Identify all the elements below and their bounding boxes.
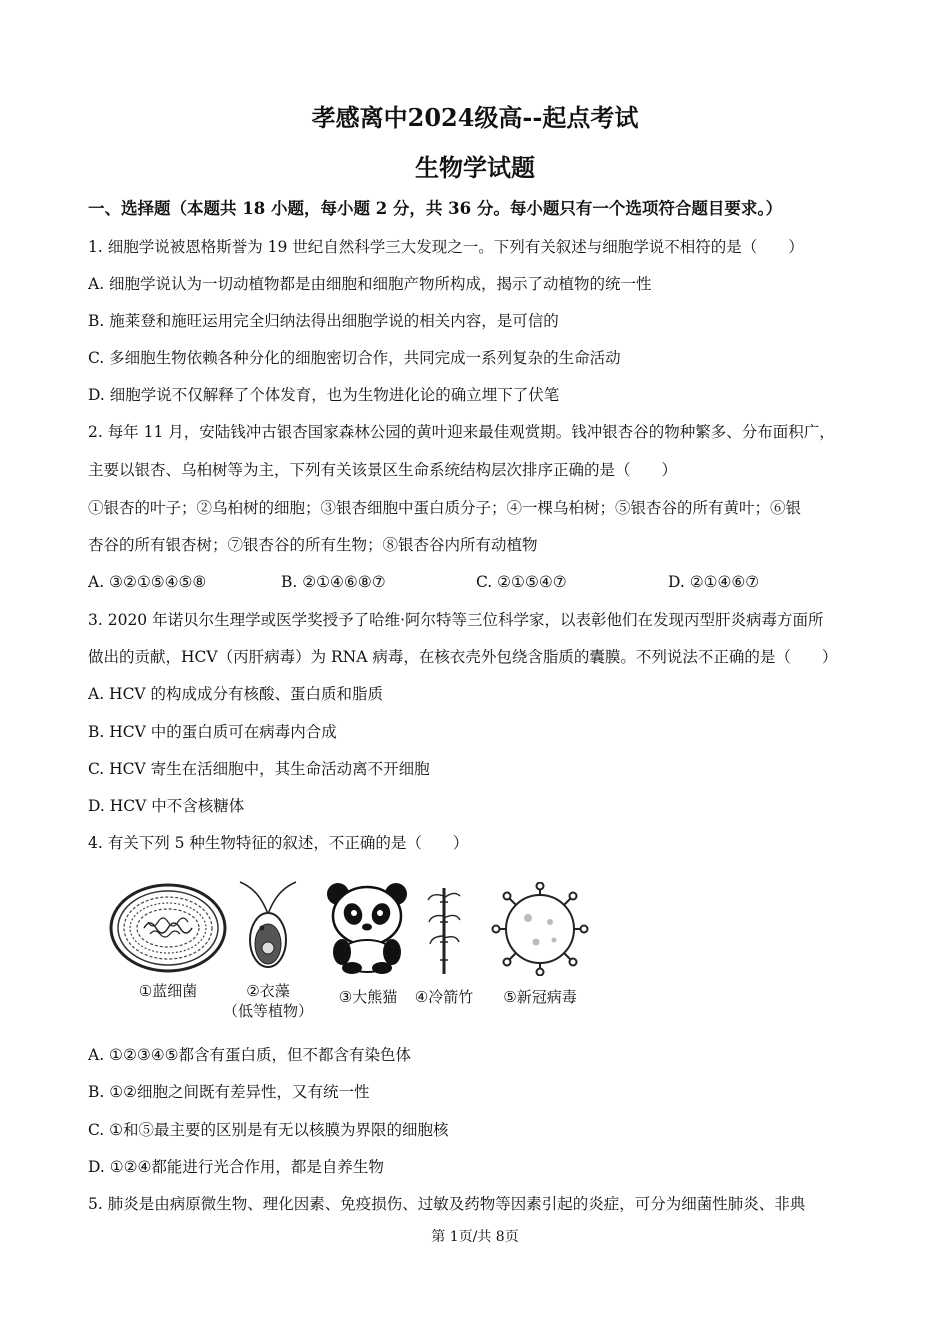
q4-option-c: C. ①和⑤最主要的区别是有无以核膜为界限的细胞核 bbox=[88, 1121, 449, 1139]
q2-options bbox=[88, 571, 868, 593]
q4-stem: 4. 有关下列 5 种生物特征的叙述，不正确的是（ ） bbox=[88, 834, 469, 852]
chlamydomonas-illustration bbox=[232, 878, 304, 974]
exam-subtitle: 生物学试题 bbox=[415, 153, 535, 182]
label-cyanobacteria: ①蓝细菌 bbox=[138, 982, 198, 1000]
label-bamboo: ④冷箭竹 bbox=[414, 988, 474, 1006]
bamboo-illustration bbox=[424, 884, 464, 976]
panda-illustration bbox=[324, 880, 410, 974]
label-coronavirus: ⑤新冠病毒 bbox=[503, 988, 577, 1006]
label-chlamydomonas-note: （低等植物） bbox=[222, 1002, 313, 1020]
page-number: 第 1页/共 8页 bbox=[431, 1229, 519, 1245]
q3-option-a: A. HCV 的构成成分有核酸、蛋白质和脂质 bbox=[88, 685, 384, 703]
q2-stem-line2: 主要以银杏、乌桕树等为主，下列有关该景区生命系统结构层次排序正确的是（ ） bbox=[88, 461, 678, 479]
q2-stem-line1: 2. 每年 11 月，安陆钱冲古银杏国家森林公园的黄叶迎来最佳观赏期。钱冲银杏谷的物种繁多、分布面积广， bbox=[88, 423, 835, 441]
q1-option-c: C. 多细胞生物依赖各种分化的细胞密切合作，共同完成一系列复杂的生命活动 bbox=[88, 349, 621, 367]
q1-option-b: B. 施莱登和施旺运用完全归纳法得出细胞学说的相关内容，是可信的 bbox=[88, 312, 559, 330]
exam-title: 孝感离中2024级高--起点考试 bbox=[311, 103, 639, 132]
q3-option-c: C. HCV 寄生在活细胞中，其生命活动离不开细胞 bbox=[88, 760, 430, 778]
q3-stem-line1: 3. 2020 年诺贝尔生理学或医学奖授予了哈维·阿尔特等三位科学家，以表彰他们在发现丙型肝炎病毒方面所 bbox=[88, 611, 824, 629]
q2-option-c: C. ②①⑤④⑦ bbox=[476, 573, 567, 591]
section-heading: 一、选择题（本题共 18 小题，每小题 2 分，共 36 分。每小题只有一个选项符合题目要求。） bbox=[88, 199, 783, 218]
q2-option-a: A. ③②①⑤④⑤⑧ bbox=[88, 573, 207, 591]
q3-option-b: B. HCV 中的蛋白质可在病毒内合成 bbox=[88, 723, 337, 741]
q2-option-d: D. ②①④⑥⑦ bbox=[668, 573, 760, 591]
label-panda: ③大熊猫 bbox=[338, 988, 398, 1006]
q2-option-b: B. ②①④⑥⑧⑦ bbox=[281, 573, 386, 591]
q4-option-d: D. ①②④都能进行光合作用，都是自养生物 bbox=[88, 1158, 384, 1176]
q2-list-line2: 杏谷的所有银杏树；⑦银杏谷的所有生物；⑧银杏谷内所有动植物 bbox=[88, 536, 538, 554]
q3-stem-line2: 做出的贡献，HCV（丙肝病毒）为 RNA 病毒，在核衣壳外包绕含脂质的囊膜。不列说法不正确的是（ ） bbox=[88, 648, 838, 666]
q1-stem: 1. 细胞学说被恩格斯誉为 19 世纪自然科学三大发现之一。下列有关叙述与细胞学说不相符的是（ ） bbox=[88, 238, 804, 256]
q5-stem: 5. 肺炎是由病原微生物、理化因素、免疫损伤、过敏及药物等因素引起的炎症，可分为细菌性肺炎、非典 bbox=[88, 1195, 806, 1213]
coronavirus-illustration bbox=[488, 882, 592, 976]
q1-option-a: A. 细胞学说认为一切动植物都是由细胞和细胞产物所构成，揭示了动植物的统一性 bbox=[88, 275, 652, 293]
cyanobacteria-illustration bbox=[108, 882, 228, 974]
label-chlamydomonas: ②衣藻 bbox=[246, 982, 290, 1000]
q4-option-b: B. ①②细胞之间既有差异性，又有统一性 bbox=[88, 1083, 370, 1101]
q4-option-a: A. ①②③④⑤都含有蛋白质，但不都含有染色体 bbox=[88, 1046, 412, 1064]
organism-figure bbox=[108, 876, 608, 1026]
q1-option-d: D. 细胞学说不仅解释了个体发育，也为生物进化论的确立埋下了伏笔 bbox=[88, 386, 560, 404]
q3-option-d: D. HCV 中不含核糖体 bbox=[88, 797, 245, 815]
q2-list-line1: ①银杏的叶子；②乌桕树的细胞；③银杏细胞中蛋白质分子；④一棵乌桕树；⑤银杏谷的所有黄叶；⑥银 bbox=[88, 499, 802, 517]
